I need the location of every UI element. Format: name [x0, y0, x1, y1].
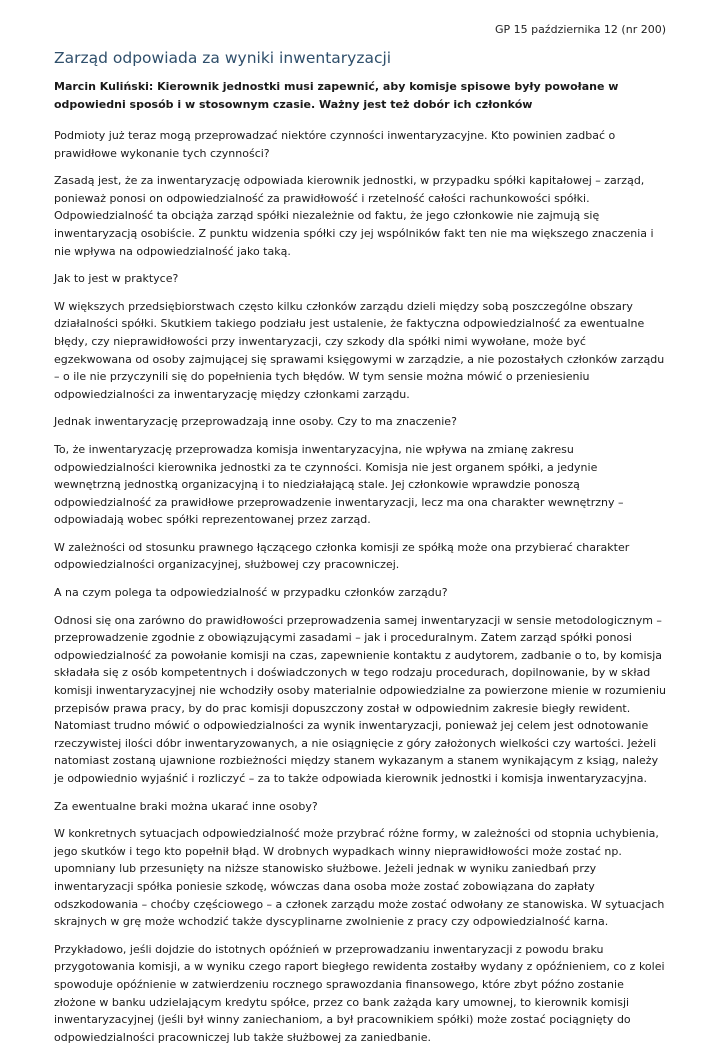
paragraph-question: Podmioty już teraz mogą przeprowadzać niektóre czynności inwentaryzacyjne. Kto powinien zadbać o prawidłowe wykonanie tych czynności?: [54, 129, 616, 160]
paragraph-answer: Odnosi się ona zarówno do prawidłowości przeprowadzenia samej inwentaryzacji w sensie metodologicznym – przeprowadzenie zgodnie z obowiązującymi zasadami – jak i proceduralnym. Zatem zarząd spółki ponosi odpowiedzialność za powołanie komisji na czas, zapewnienie kontaktu z audytorem, zadbanie o to, by komisja składała się z osób kompetentnych i doświadczonych w tego rodzaju procedurach, dopilnowanie, by w skład komisji inwentaryzacyjnej nie wchodziły osoby materialnie odpowiedzialne za powierzone mienie w rozumieniu przepisów prawa pracy, by do prac komisji dopuszczony został w odpowiednim zakresie biegły rewident. Natomiast trudno mówić o odpowiedzialności za wynik inwentaryzacji, ponieważ jej celem jest odnotowanie rzeczywistej ilości dóbr inwentaryzowanych, a nie osiągnięcie z góry założonych wielkości czy wartości. Jeżeli natomiast zostaną ujawnione rozbieżności między stanem wykazanym a stanem wynikającym z ksiąg, należy je odpowiednio wyjaśnić i rozliczyć – za to także odpowiada kierownik jednostki i komisja inwentaryzacyjna.: [54, 613, 666, 785]
paragraph-answer: W większych przedsiębiorstwach często kilku członków zarządu dzieli między sobą poszczególne obszary działalności spółki. Skutkiem takiego podziału jest ustalenie, że faktyczna odpowiedzialność za ewentualne błędy, czy nieprawidłowości przy inwentaryzacji, czy szkody dla spółki nimi wywołane, może być egzekwowana od osoby zajmującej się sprawami księgowymi w zarządzie, a nie pozostałych członków zarządu – o ile nie przyczynili się do popełnienia tych błędów. W tym sensie można mówić o przeniesieniu odpowiedzialności za inwentaryzację między członkami zarządu.: [54, 299, 665, 401]
paragraph-answer: W konkretnych sytuacjach odpowiedzialność może przybrać różne formy, w zależności od stopnia uchybienia, jego skutków i tego kto popełnił błąd. W drobnych wypadkach winny nieprawidłowości może zostać np. upomniany lub przesunięty na niższe stanowisko służbowe. Jeżeli jednak w wyniku zaniedbań przy inwentaryzacji spółka poniesie szkodę, wówczas dana osoba może zostać zobowiązana do zapłaty odszkodowania – choćby częściowego – a członek zarządu może zostać odwołany ze stanowiska. W sytuacjach skrajnych w grę może wchodzić także dyscyplinarne zwolnienie z pracy czy odpowiedzialność karna.: [54, 827, 665, 929]
paragraph-answer: Zasadą jest, że za inwentaryzację odpowiada kierownik jednostki, w przypadku spółki kapitałowej – zarząd, ponieważ ponosi on odpowiedzialność za prawidłowość i rzetelność całości rachunkowości spółki. Odpowiedzialność ta obciąża zarząd spółki niezależnie od faktu, że jego członkowie nie zajmują się inwentaryzacją osobiście. Z punktu widzenia spółki czy jej wspólników fakt ten nie ma większego znaczenia i nie wpływa na odpowiedzialność jako taką.: [54, 174, 654, 258]
paragraph-answer: Przykładowo, jeśli dojdzie do istotnych opóźnień w przeprowadzaniu inwentaryzacji z powodu braku przygotowania komisji, a w wyniku czego raport biegłego rewidenta zostałby wydany z opóźnieniem, co z kolei spowoduje opóźnienie w zatwierdzeniu rocznego sprawozdania finansowego, które zbyt późno zostanie złożone w banku udzielającym kredytu spółce, przez co bank zażąda kary umownej, to kierownik komisji inwentaryzacyjnej (jeśli był winny zaniechaniom, a był pracownikiem spółki) może zostać pociągnięty do odpowiedzialności pracowniczej lub także służbowej za zaniedbanie.: [54, 942, 665, 1044]
article-title: Zarząd odpowiada za wyniki inwentaryzacji: [54, 49, 392, 67]
paragraph-question: Za ewentualne braki można ukarać inne osoby?: [54, 799, 318, 813]
paragraph-answer: To, że inwentaryzację przeprowadza komisja inwentaryzacyjna, nie wpływa na zmianę zakresu odpowiedzialności kierownika jednostki za te czynności. Komisja nie jest organem spółki, a jedynie wewnętrzną jednostką organizacyjną i to niedziałającą stale. Jej członkowie wprawdzie ponoszą odpowiedzialność za prawidłowe przeprowadzenie inwentaryzacji, lecz ma ona charakter wewnętrzny – odpowiadają wobec spółki reprezentowanej przez zarząd.: [54, 442, 624, 527]
article-lead: Marcin Kuliński: Kierownik jednostki musi zapewnić, aby komisje spisowe były powołane w odpowiedni sposób i w stosownym czasie. Ważny jest też dobór ich członków: [54, 80, 619, 111]
issue-header: GP 15 października 12 (nr 200): [494, 23, 666, 36]
paragraph-question: Jak to jest w praktyce?: [54, 272, 179, 286]
paragraph-question: A na czym polega ta odpowiedzialność w przypadku członków zarządu?: [54, 586, 448, 600]
paragraph-answer: W zależności od stosunku prawnego łączącego członka komisji ze spółką może ona przybierać charakter odpowiedzialności organizacyjnej, służbowej czy pracowniczej.: [54, 540, 630, 572]
paragraph-question: Jednak inwentaryzację przeprowadzają inne osoby. Czy to ma znaczenie?: [54, 415, 457, 429]
